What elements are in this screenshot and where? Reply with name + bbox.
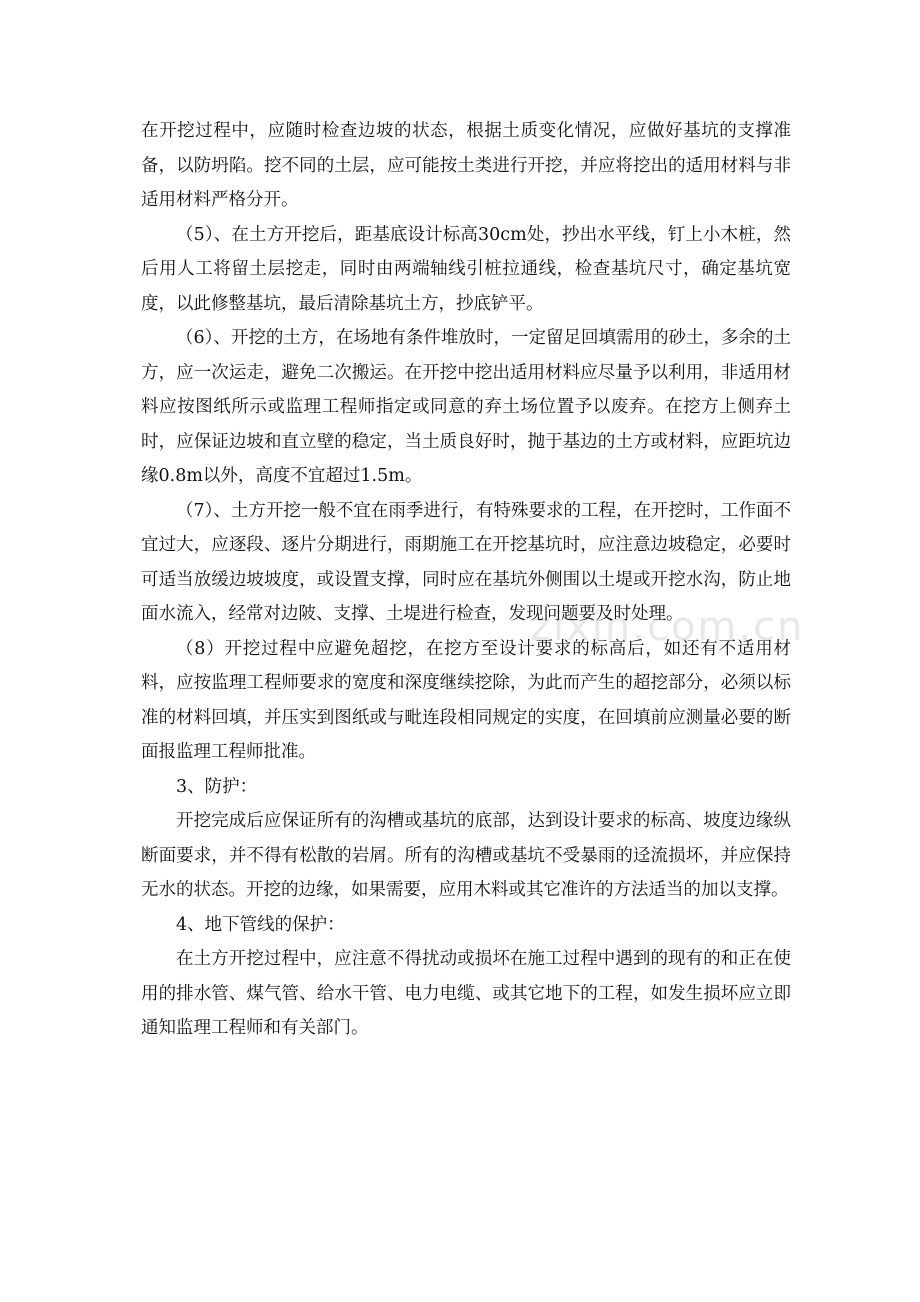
paragraph-item-7: （7）、土方开挖一般不宜在雨季进行，有特殊要求的工程，在开挖时，工作面不宜过大，应逐段、逐片分期进行，雨期施工在开挖基坑时，应注意边坡稳定，必要时可适当放缓边坡坡度，或设置支撑，同时应在基坑外侧围以土堤或开挖水沟，防止地面水流入，经常对边陂、支撑、土堤进行检查，发现问题要及时处理。	[141, 500, 791, 624]
paragraph-item-6: （6）、开挖的土方，在场地有条件堆放时，一定留足回填需用的砂土，多余的土方，应一次运走，避免二次搬运。在开挖中挖出适用材料应尽量予以利用，非适用材料应按图纸所示或监理工程师指定或同意的弃土场位置予以废弃。在挖方上侧弃土时，应保证边坡和直立壁的稳定，当土质良好时，抛于基边的土方或材料，应距坑边缘0.8m以外，高度不宜超过1.5m。	[141, 328, 791, 486]
section-heading-pipeline-protection: 4、地下管线的保护：	[176, 914, 345, 935]
paragraph-pipeline-protection: 在土方开挖过程中，应注意不得扰动或损坏在施工过程中遇到的现有的和正在使用的排水管、煤气管、给水干管、电力电缆、或其它地下的工程，如发生损坏应立即通知监理工程师和有关部门。	[141, 949, 791, 1038]
paragraph-item-8: （8）开挖过程中应避免超挖，在挖方至设计要求的标高后，如还有不适用材料，应按监理工程师要求的宽度和深度继续挖除，为此而产生的超挖部分，必须以标准的材料回填，并压实到图纸或与毗连段相同规定的实度，在回填前应测量必要的断面报监理工程师批准。	[141, 638, 791, 762]
section-heading-protection: 3、防护：	[176, 776, 258, 797]
document-body	[141, 114, 791, 1046]
paragraph-excavation-inspection: 在开挖过程中，应随时检查边坡的状态，根据土质变化情况，应做好基坑的支撑准备，以防坍陷。挖不同的土层，应可能按土类进行开挖，并应将挖出的适用材料与非适用材料严格分开。	[141, 121, 791, 210]
watermark: zixin.com.cn	[530, 604, 805, 650]
paragraph-item-5: （5）、在土方开挖后，距基底设计标高30cm处，抄出水平线，钉上小木桩，然后用人工将留土层挖走，同时由两端轴线引桩拉通线，检查基坑尺寸，确定基坑宽度，以此修整基坑，最后清除基坑土方，抄底铲平。	[141, 224, 791, 314]
paragraph-protection: 开挖完成后应保证所有的沟槽或基坑的底部，达到设计要求的标高、坡度边缘纵断面要求，并不得有松散的岩屑。所有的沟槽或基坑不受暴雨的迳流损坏，并应保持无水的状态。开挖的边缘，如果需要，应用木料或其它准许的方法适当的加以支撑。	[141, 811, 791, 900]
